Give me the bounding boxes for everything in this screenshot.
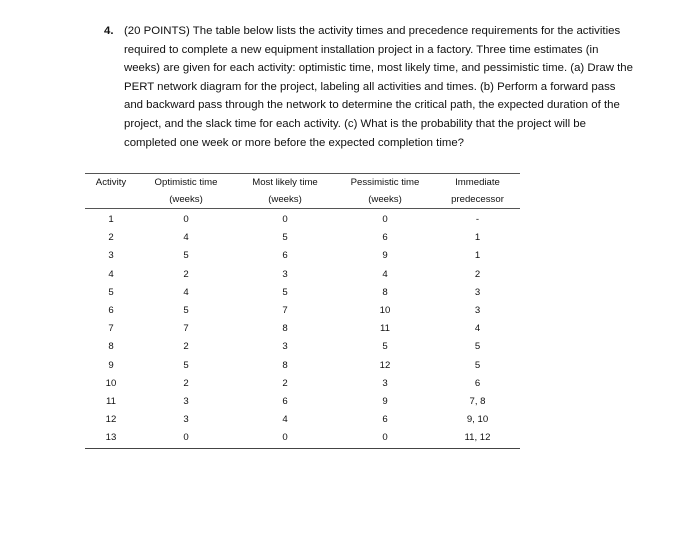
- cell-optimistic: 3: [183, 414, 189, 426]
- cell-pessimistic: 12: [379, 359, 391, 371]
- cell-optimistic: 5: [183, 250, 189, 262]
- cell-pessimistic: 9: [382, 396, 388, 408]
- table-row: [85, 429, 520, 448]
- cell-most-likely: 6: [282, 396, 288, 408]
- cell-optimistic: 7: [183, 323, 189, 335]
- header-optimistic: Optimistic time: [137, 174, 235, 192]
- cell-predecessor: 3: [474, 305, 481, 317]
- header-pessimistic-unit: (weeks): [335, 191, 435, 209]
- cell-predecessor: 5: [474, 341, 481, 353]
- cell-predecessor: 1: [474, 250, 481, 262]
- table-row: [85, 375, 520, 393]
- cell-most-likely: 5: [282, 232, 288, 244]
- table-row: [85, 393, 520, 411]
- header-most-likely-unit: (weeks): [235, 191, 335, 209]
- table-row: [85, 209, 520, 230]
- table-row: [85, 284, 520, 302]
- cell-pessimistic: 6: [382, 414, 388, 426]
- table-row: [85, 320, 520, 338]
- table-row: [85, 338, 520, 356]
- cell-pessimistic: 5: [382, 341, 388, 353]
- cell-optimistic: 5: [183, 305, 189, 317]
- cell-activity: 4: [108, 268, 114, 280]
- cell-optimistic: 2: [183, 341, 189, 353]
- table-row: [85, 266, 520, 284]
- cell-optimistic: 4: [183, 286, 189, 298]
- activity-table: [85, 173, 520, 449]
- table-row: [85, 357, 520, 375]
- cell-optimistic: 0: [137, 429, 235, 448]
- cell-predecessor: -: [475, 214, 480, 225]
- header-activity: Activity: [85, 174, 137, 192]
- cell-predecessor: 7, 8: [469, 396, 486, 408]
- cell-predecessor: 1: [474, 232, 481, 244]
- table-row: [85, 247, 520, 265]
- cell-activity: 8: [108, 341, 114, 353]
- cell-predecessor: 2: [474, 268, 481, 280]
- header-pessimistic: Pessimistic time: [335, 174, 435, 192]
- cell-predecessor: 5: [474, 359, 481, 371]
- cell-activity: 3: [108, 250, 114, 262]
- header-activity-blank: [85, 191, 137, 209]
- question-text: (20 POINTS) The table below lists the activity times and precedence requirements for the activities required to complete a new equipment installation project in a factory. Three time estimates (in weeks) are given for each activity: optimistic time, most likely time, and pessimistic time. (a) Draw the PERT network diagram for the project, labeling all activities and times. (b) Perform a forward pass and backward pass through the network to determine the critical path, the expected duration of the project, and the slack time for each activity. (c) What is the probability that the project will be completed one week or more before the expected completion time?: [124, 25, 633, 149]
- cell-predecessor: 9, 10: [466, 414, 489, 426]
- cell-optimistic: 5: [183, 359, 189, 371]
- cell-activity: 7: [108, 323, 114, 335]
- cell-most-likely: 3: [282, 268, 288, 280]
- cell-activity: 10: [105, 377, 117, 389]
- cell-activity: 13: [85, 429, 137, 448]
- cell-pessimistic: 4: [382, 268, 388, 280]
- cell-most-likely: 8: [282, 359, 288, 371]
- cell-activity: 11: [106, 396, 116, 408]
- header-predecessor: Immediate: [435, 174, 520, 192]
- table-row: [85, 411, 520, 429]
- cell-optimistic: 2: [183, 268, 189, 280]
- cell-activity: 1: [108, 214, 114, 225]
- cell-most-likely: 2: [282, 377, 288, 389]
- cell-pessimistic: 10: [379, 305, 391, 317]
- cell-most-likely: 3: [282, 341, 288, 353]
- cell-pessimistic: 0: [382, 214, 388, 225]
- cell-activity: 12: [105, 414, 117, 426]
- cell-activity: 2: [108, 232, 114, 244]
- cell-most-likely: 7: [282, 305, 288, 317]
- cell-optimistic: 2: [183, 377, 189, 389]
- cell-predecessor: 4: [474, 323, 481, 335]
- cell-activity: 9: [108, 359, 114, 371]
- cell-pessimistic: 11: [380, 323, 390, 335]
- cell-most-likely: 0: [282, 214, 288, 225]
- header-most-likely: Most likely time: [235, 174, 335, 192]
- cell-predecessor: 11, 12: [435, 429, 520, 448]
- cell-most-likely: 5: [282, 286, 288, 298]
- header-predecessor-line2: predecessor: [435, 191, 520, 209]
- cell-activity: 5: [108, 286, 114, 298]
- cell-predecessor: 6: [474, 377, 481, 389]
- cell-activity: 6: [108, 305, 114, 317]
- header-optimistic-unit: (weeks): [137, 191, 235, 209]
- cell-optimistic: 4: [183, 232, 189, 244]
- cell-most-likely: 0: [235, 429, 335, 448]
- table-row: [85, 229, 520, 247]
- table-row: [85, 302, 520, 320]
- cell-optimistic: 0: [183, 214, 189, 225]
- cell-pessimistic: 9: [382, 250, 388, 262]
- cell-predecessor: 3: [474, 286, 481, 298]
- cell-pessimistic: 6: [382, 232, 388, 244]
- question-number: 4.: [104, 25, 114, 37]
- cell-most-likely: 4: [282, 414, 288, 426]
- cell-optimistic: 3: [183, 396, 189, 408]
- cell-pessimistic: 8: [382, 286, 388, 298]
- cell-most-likely: 8: [282, 323, 288, 335]
- cell-pessimistic: 3: [382, 377, 388, 389]
- question-block: [104, 22, 634, 152]
- cell-most-likely: 6: [282, 250, 288, 262]
- cell-pessimistic: 0: [335, 429, 435, 448]
